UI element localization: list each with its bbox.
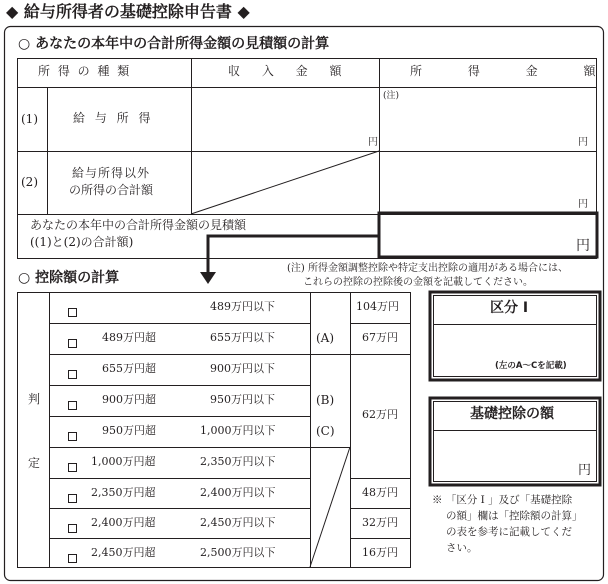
row-to: 655万円以下 (210, 331, 275, 344)
row2-label-line2: の所得の合計額 (69, 183, 154, 197)
row1-shotoku-yen: 円 (578, 137, 588, 148)
class-a-label: (A) (316, 331, 335, 345)
deduction-title: 基礎控除の額 (470, 406, 554, 422)
total-label-line1: あなたの本年中の合計所得金額の見積額 (30, 218, 247, 232)
row1-number: (1) (21, 112, 38, 126)
row-to: 950万円以下 (210, 393, 275, 406)
row2-label-line1: 給与所得以外 (72, 166, 151, 180)
class-b-label: (B) (316, 393, 335, 407)
col-header-shotoku: 所 得 金 額 (410, 64, 596, 78)
row-from: 2,450万円超 (91, 546, 156, 559)
deduction-input[interactable] (434, 431, 596, 481)
amount-a2: 67万円 (362, 331, 398, 344)
footnote-line1: ※ 「区分 I 」及び「基礎控除 (432, 494, 573, 506)
side-label-2: 定 (28, 456, 41, 470)
section2-heading: ○ 控除額の計算 (18, 270, 120, 286)
row-checkbox[interactable] (68, 426, 77, 445)
page-title: ◆ 給与所得者の基礎控除申告書 ◆ (6, 2, 250, 21)
row-from: 2,350万円超 (91, 486, 156, 499)
class-c-label: (C) (316, 424, 335, 438)
row2-shotoku-yen: 円 (578, 199, 588, 210)
row1-note-mark: (注) (383, 91, 400, 101)
footnote-line2: の額」欄は「控除額の計算」 (446, 510, 583, 522)
amount-b: 62万円 (362, 408, 398, 421)
total-label-line2: ((1)と(2)の合計額) (30, 235, 134, 249)
note-line1: (注) 所得金額調整控除や特定支出控除の適用がある場合には、 (287, 263, 568, 274)
col-header-type: 所 得 の 種 類 (38, 64, 132, 78)
total-yen: 円 (576, 238, 590, 254)
row-to: 489万円以下 (210, 300, 275, 313)
row-checkbox[interactable] (68, 302, 77, 321)
row-to: 2,500万円以下 (200, 546, 276, 559)
amount-a1: 104万円 (356, 300, 399, 313)
row-from: 900万円超 (102, 393, 156, 406)
row-from: 2,400万円超 (91, 516, 156, 529)
col-header-income: 収 入 金 額 (228, 64, 342, 78)
side-label-1: 判 (28, 392, 41, 406)
row-checkbox[interactable] (68, 364, 77, 383)
kubun-hint: (左のA〜Cを記載) (495, 361, 567, 371)
row-to: 900万円以下 (210, 362, 275, 375)
row1-income-yen: 円 (368, 137, 378, 148)
row-from: 489万円超 (102, 331, 156, 344)
row-checkbox[interactable] (68, 395, 77, 414)
row-from: 1,000万円超 (91, 455, 156, 468)
section1-heading: ○ あなたの本年中の合計所得金額の見積額の計算 (18, 36, 330, 52)
kubun-title: 区分 I (490, 300, 529, 316)
row-checkbox[interactable] (68, 333, 77, 352)
deduction-yen: 円 (578, 463, 592, 478)
amount-d2: 32万円 (362, 516, 398, 529)
row1-label: 給 与 所 得 (73, 111, 151, 125)
amount-d3: 16万円 (362, 546, 398, 559)
footnote-line4: さい。 (446, 542, 478, 554)
amount-d1: 48万円 (362, 486, 398, 499)
row-checkbox[interactable] (68, 488, 77, 507)
row-to: 1,000万円以下 (200, 424, 276, 437)
row-to: 2,350万円以下 (200, 455, 276, 468)
footnote-line3: の表を参考に記載してくだ (446, 526, 572, 538)
row-to: 2,400万円以下 (200, 486, 276, 499)
note-line2: これらの控除の控除後の金額を記載してください。 (303, 277, 533, 288)
row-from: 655万円超 (102, 362, 156, 375)
row2-number: (2) (21, 175, 38, 189)
row-from: 950万円超 (102, 424, 156, 437)
row-checkbox[interactable] (68, 518, 77, 537)
row-to: 2,450万円以下 (200, 516, 276, 529)
row-checkbox[interactable] (68, 548, 77, 567)
row-checkbox[interactable] (68, 457, 77, 476)
